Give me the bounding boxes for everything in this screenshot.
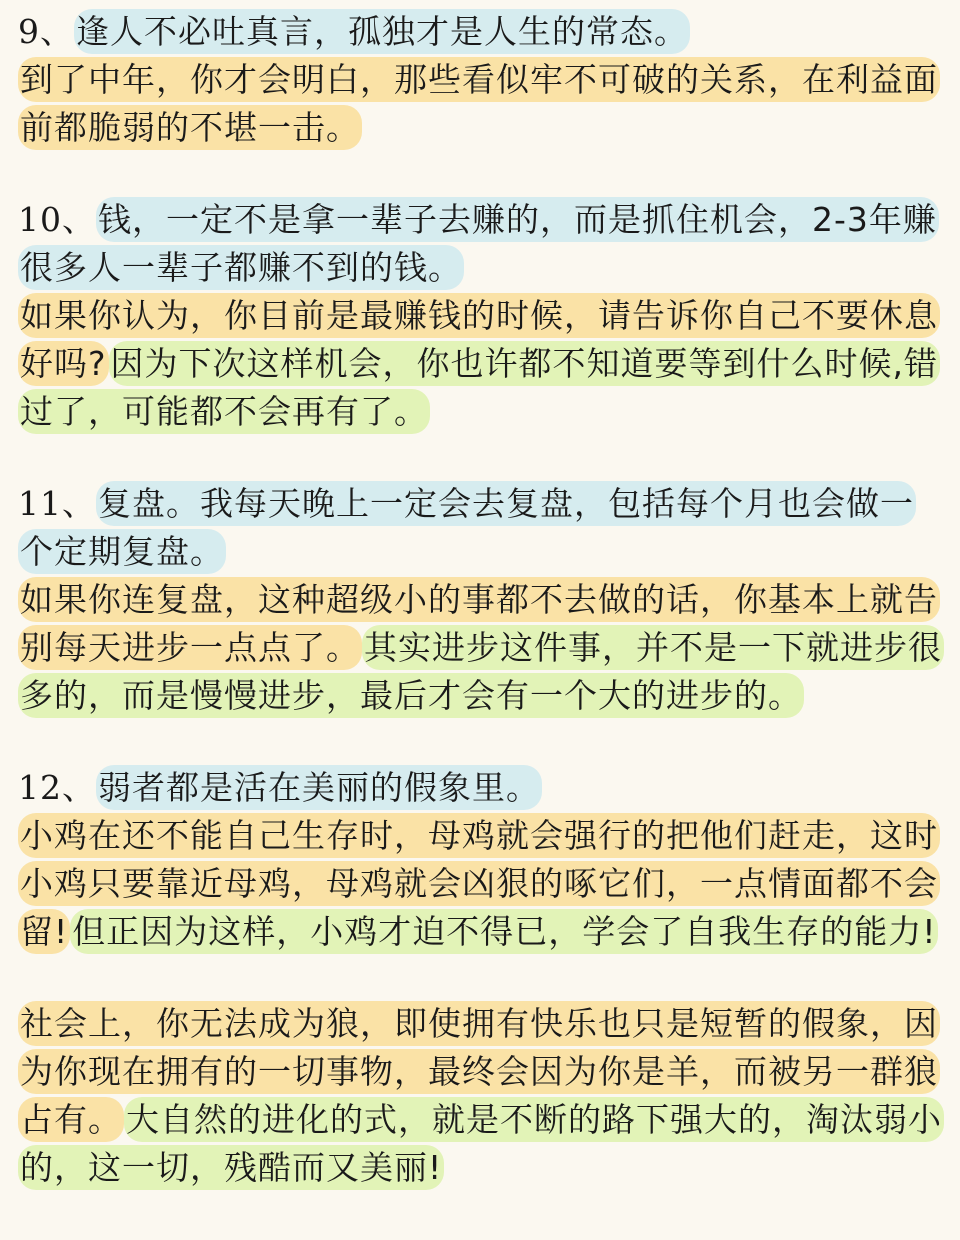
section-12-body — [18, 812, 944, 956]
body-text-green: 因为下次这样机会，你也许都不知道要等到什么时候,错过了，可能都不会再有了。 — [18, 341, 940, 434]
body-text-yellow: 到了中年，你才会明白，那些看似牢不可破的关系，在利益面前都脆弱的不堪一击。 — [18, 57, 940, 150]
body-text-yellow: 社会上，你无法成为狼，即使拥有快乐也只是短暂的假象，因为你现在拥有的一切事物，最终会因为你是羊，而被另一群狼占有。 — [18, 1001, 940, 1142]
section-spacer — [18, 956, 944, 1000]
section-number: 11、 — [18, 484, 96, 523]
body-text-green: 但正因为这样，小鸡才迫不得已，学会了自我生存的能力! — [70, 909, 938, 954]
section-10-body — [18, 292, 944, 436]
section-11-body — [18, 576, 944, 720]
section-9-body — [18, 56, 944, 152]
section-title: 弱者都是活在美丽的假象里。 — [96, 765, 542, 810]
section-title: 复盘。我每天晚上一定会去复盘，包括每个月也会做一个定期复盘。 — [18, 481, 916, 574]
section-11-heading — [18, 480, 944, 576]
body-text-yellow: 小鸡在还不能自己生存时，母鸡就会强行的把他们赶走，这时小鸡只要靠近母鸡，母鸡就会凶狠的啄它们，一点情面都不会留! — [18, 813, 940, 954]
section-9-heading — [18, 8, 944, 56]
closing-body — [18, 1000, 944, 1192]
section-number: 9、 — [18, 12, 74, 51]
section-number: 12、 — [18, 768, 96, 807]
section-title: 钱，一定不是拿一辈子去赚的，而是抓住机会，2-3年赚很多人一辈子都赚不到的钱。 — [18, 197, 939, 290]
section-spacer — [18, 720, 944, 764]
section-title: 逢人不必吐真言，孤独才是人生的常态。 — [74, 9, 690, 54]
section-spacer — [18, 152, 944, 196]
body-text-green: 其实进步这件事，并不是一下就进步很多的，而是慢慢进步，最后才会有一个大的进步的。 — [18, 625, 944, 718]
body-text-yellow: 如果你连复盘，这种超级小的事都不去做的话，你基本上就告别每天进步一点点了。 — [18, 577, 940, 670]
section-number: 10、 — [18, 200, 96, 239]
body-text-yellow: 如果你认为，你目前是最赚钱的时候，请告诉你自己不要休息好吗? — [18, 293, 940, 386]
section-10-heading — [18, 196, 944, 292]
section-12-heading — [18, 764, 944, 812]
body-text-green: 大自然的进化的式，就是不断的路下强大的，淘汰弱小的，这一切，残酷而又美丽! — [18, 1097, 944, 1190]
section-spacer — [18, 436, 944, 480]
